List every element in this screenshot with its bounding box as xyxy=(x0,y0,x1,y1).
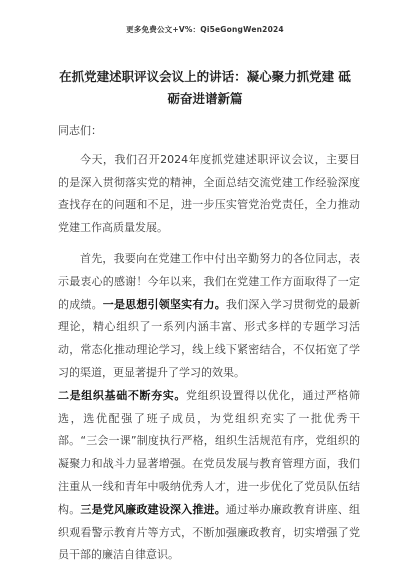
point-two-heading: 二是组织基础不断夯实。 xyxy=(58,388,187,402)
achievements-paragraph xyxy=(58,248,360,385)
salutation: 同志们： xyxy=(58,124,102,137)
document-body xyxy=(58,120,360,567)
organization-paragraph xyxy=(58,385,360,567)
achievements-lead: 首先，我要向在党建工作中付出辛勤努力的各位同志，表示最衷心的感谢！今年以来，我们在党建工作方面取得了一定的成绩。 xyxy=(58,251,360,311)
intro-paragraph: 今天，我们召开2024年度抓党建述职评议会议，主要目的是深入贯彻落实党的精神，全面总结交流党建工作经验深度查找存在的问题和不足，进一步压实管党治党责任，全力推动党建工作高质量发展。 xyxy=(58,152,360,235)
point-three-text: 通过举办廉政教育讲座、组织观看警示教育片等方式，不断加强廉政教育，切实增强了党员干部的廉洁自律意识。 xyxy=(58,502,361,562)
point-one-heading: 一是思想引领坚实有力。 xyxy=(102,297,226,311)
header-banner: 更多免费公文+V%：Qi5eGongWen2024 xyxy=(126,25,284,34)
point-two-text: 党组织设置得以优化，通过严格筛选，选优配强了班子成员，为党组织充实了一批优秀干部。“三会一课”制度执行严格，组织生活规范有序，党组织的凝聚力和战斗力显著增强。在党员发展与教育管理方面，我们注重从一线和青年中吸纳优秀人才，进一步优化了党员队伍结构。 xyxy=(58,388,361,516)
point-one-text: 我们深入学习贯彻党的最新理论，精心组织了一系列内涵丰富、形式多样的专题学习活动，常态化推动理论学习，线上线下紧密结合，不仅拓宽了学习的渠道，更显著提升了学习的效果。 xyxy=(58,297,361,379)
point-three-heading: 三是党风廉政建设深入推进。 xyxy=(80,502,226,516)
document-title: 在抓党建述职评议会议上的讲话：凝心聚力抓党建 砥砺奋进谱新篇 xyxy=(59,69,351,106)
